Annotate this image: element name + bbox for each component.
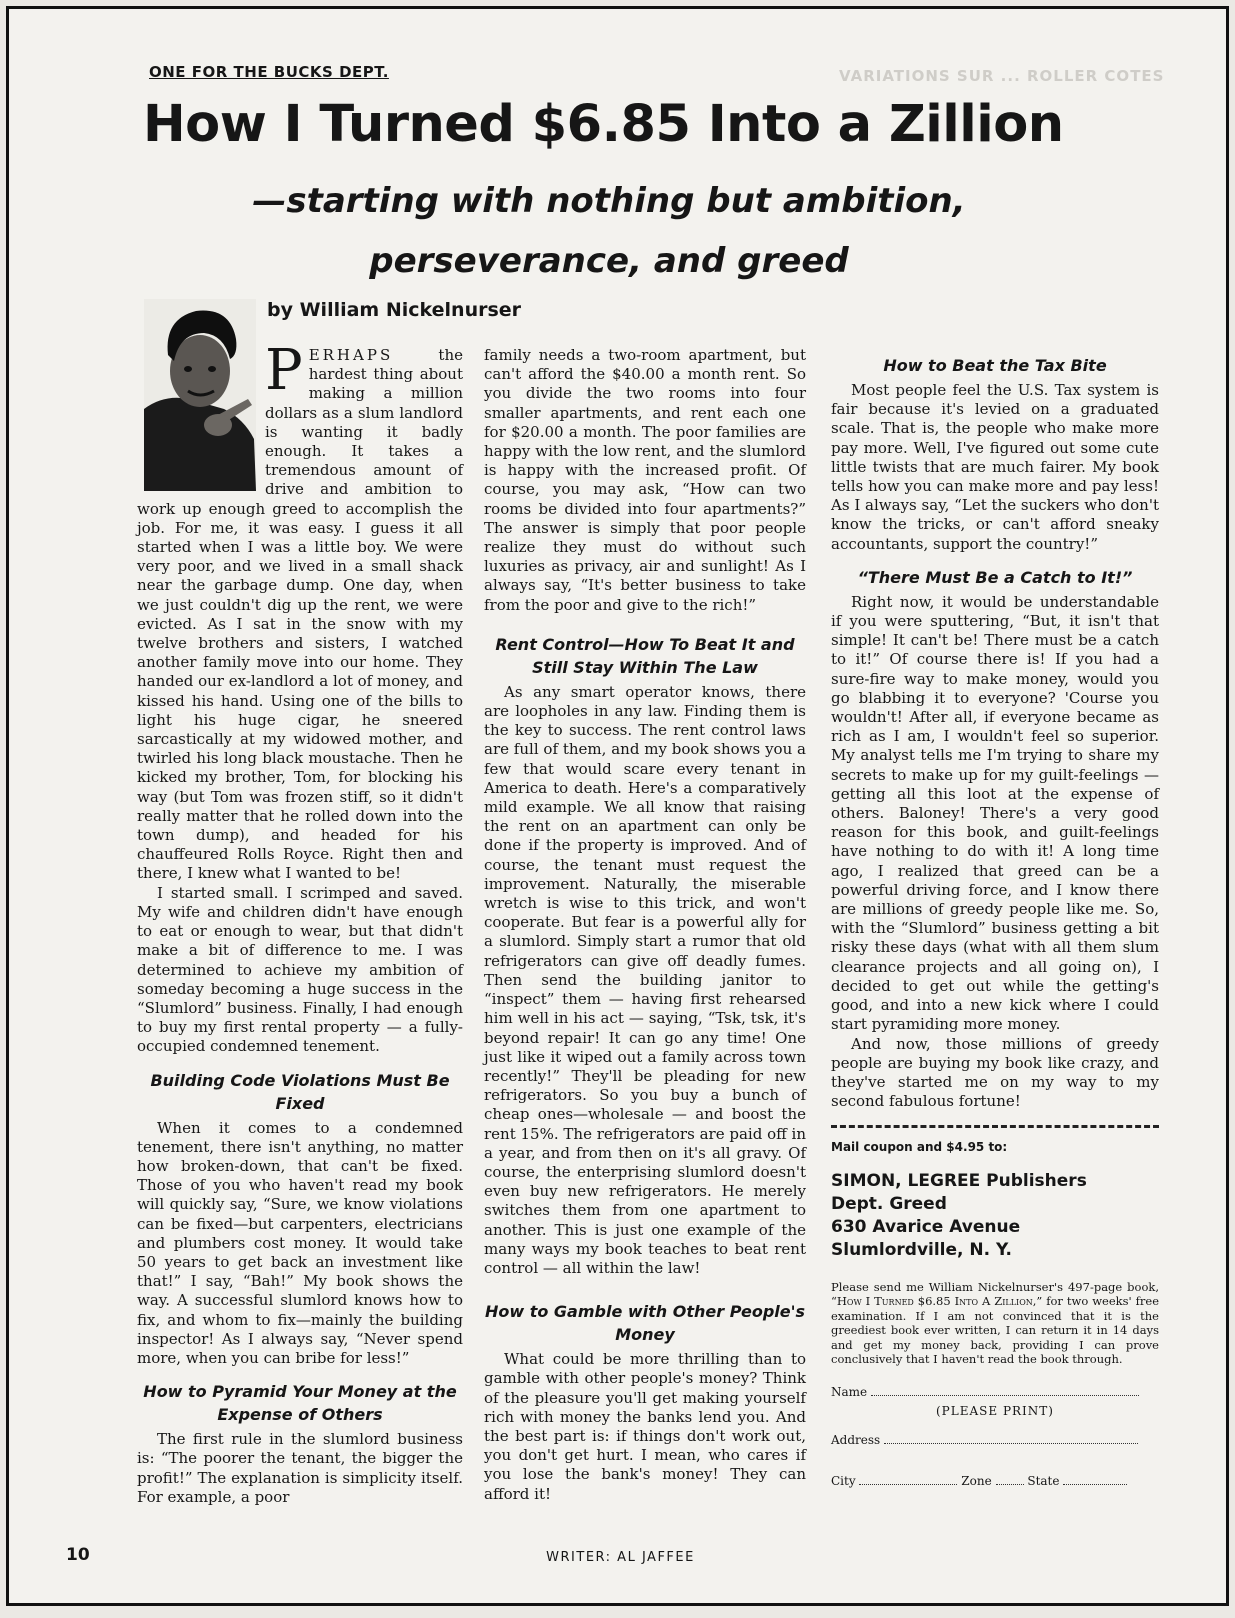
city-label: City — [831, 1474, 856, 1489]
headline: How I Turned $6.85 Into a Zillion — [143, 95, 1064, 154]
lead-text: the hardest thing about making a million dollars as a slum landlord is wanting it badly enough. It takes a tremendous amount of drive and ambition to work up enough greed to accomplish the job. For me, it was easy. I guess it all started when I was a little boy. We were very poor, and we lived in a small shack near the garbage dump. One day, when we just couldn't dig up the rent, we were evicted. As I sat in the snow with my twelve brothers and sisters, I watched another family move into our home. They handed our ex-landlord a lot of money, and kissed his hand. Using one of the bills to light his huge cigar, he sneered sarcastically at my widowed mother, and twirled his long black moustache. Then he kicked my brother, Tom, for blocking his way (but Tom was frozen stiff, so it didn't really matter that he rolled down into the town dump), and headed for his chauffeured Rolls Royce. Right then and there, I knew what I wanted to be! — [137, 346, 463, 883]
heading-tax: How to Beat the Tax Bite — [883, 356, 1107, 375]
drop-cap: P — [265, 338, 303, 403]
paragraph-building-code: When it comes to a condemned tenement, there isn't anything, no matter how broken-down, that can't be fixed. Those of you who haven't read my book will quickly say, “Sure, we know violations can be fixed—but carpenters, electricians and plumbers cost money. It would take 50 years to get back an investment like that!” I say, “Bah!” My book shows the way. A successful slumlord knows how to fix, and whom to fix—mainly the building inspector! As I always say, “Never spend more, when you can bribe for less!” — [137, 1118, 463, 1367]
name-blank[interactable] — [871, 1385, 1139, 1396]
city-zone-state-field[interactable] — [831, 1472, 1159, 1491]
print-note: (PLEASE PRINT) — [936, 1403, 1054, 1418]
subheadline: —starting with nothing but ambition, perseverance, and greed — [252, 181, 966, 281]
state-blank[interactable] — [1063, 1474, 1127, 1485]
address-line-3: 630 Avarice Avenue — [831, 1216, 1021, 1237]
publisher-address — [831, 1170, 1159, 1262]
heading-rent-control: Rent Control—How To Beat It and Still Stay Within The Law — [495, 634, 795, 677]
heading-gamble: How to Gamble with Other People's Money — [484, 1302, 806, 1345]
writer-credit: WRITER: AL JAFFEE — [546, 1550, 695, 1565]
name-field[interactable] — [831, 1383, 1159, 1402]
department-label: ONE FOR THE BUCKS DEPT. — [149, 63, 389, 81]
paragraph-tax: Most people feel the U.S. Tax system is fair because it's levied on a graduated scale. That is, the people who make more pay more. Well, I've figured out some cute little twists that are much fairer. My book tells how you can make more and pay less! As I always say, “Let the suckers who don't know the tricks, or can't afford sneaky accountants, support the country!” — [831, 381, 1159, 553]
coupon-terms — [831, 1280, 1159, 1367]
terms-part-2: ,” for two weeks' free examination. If I am not convinced that it is the greediest book ever written, I can return it in 14 days and get my money back, providing I can prove conclusively that I haven't read the book through. — [831, 1294, 1159, 1367]
bleed-through-text: VARIATIONS SUR ... ROLLER COTES — [839, 67, 1165, 85]
magazine-page — [6, 6, 1229, 1606]
heading-catch: “There Must Be a Catch to It!” — [857, 567, 1133, 587]
city-blank[interactable] — [859, 1474, 957, 1485]
paragraph-final: And now, those millions of greedy people are buying my book like crazy, and they've started me on my way to my second fabulous fortune! — [831, 1034, 1159, 1111]
name-label: Name — [831, 1384, 868, 1399]
heading-pyramid: How to Pyramid Your Money at the Expense of Others — [143, 1382, 457, 1425]
address-line-2: Dept. Greed — [831, 1193, 947, 1214]
paragraph-started-small: I started small. I scrimped and saved. My wife and children didn't have enough to eat or enough to wear, but that didn't make a bit of difference to me. I was determined to achieve my ambition of someday becoming a huge success in the “Slumlord” business. Finally, I had enough to buy my first rental property — a fully-occupied condemned tenement. — [137, 883, 463, 1056]
coupon-cut-line — [831, 1125, 1159, 1128]
column-2 — [484, 346, 806, 1504]
address-blank[interactable] — [884, 1433, 1138, 1444]
zone-blank[interactable] — [996, 1474, 1024, 1485]
paragraph-pyramid: The first rule in the slumlord business is: “The poorer the tenant, the bigger the profit!” The explanation is simplicity itself. For example, a poor — [137, 1430, 463, 1506]
heading-building-code: Building Code Violations Must Be Fixed — [150, 1070, 450, 1113]
page-number: 10 — [66, 1545, 90, 1565]
byline: by William Nickelnurser — [267, 299, 522, 321]
address-field[interactable] — [831, 1431, 1159, 1450]
order-coupon — [831, 1138, 1159, 1491]
zone-label: Zone — [961, 1474, 992, 1489]
address-line-4: Slumlordville, N. Y. — [831, 1239, 1012, 1260]
paragraph-rent-control: As any smart operator knows, there are loopholes in any law. Finding them is the key to success. The rent control laws are full of them, and my book shows you a few that would scare every tenant in America to death. Here's a comparatively mild example. We all know that raising the rent on an apartment can only be done if the property is improved. And of course, the tenant must request the improvement. Naturally, the miserable wretch is wise to this trick, and won't cooperate. But fear is a powerful ally for a slumlord. Simply start a rumor that old refrigerators can give off deadly fumes. Then send the building janitor to “inspect” them — having first rehearsed him well in his act — saying, “Tsk, tsk, it's beyond repair! It can go any time! One just like it wiped out a family across town recently!” They'll be pleading for new refrigerators. So you buy a bunch of cheap ones—wholesale — and boost the rent 15%. The refrigerators are paid off in a year, and from then on it's all gravy. Of course, the enterprising slumlord doesn't even buy new refrigerators. He merely switches them from one apartment to another. This is just one example of the many ways my book teaches to beat rent control — all within the law! — [484, 682, 806, 1277]
paragraph-two-room: family needs a two-room apartment, but can't afford the $40.00 a month rent. So you divide the two rooms into four smaller apartments, and rent each one for $20.00 a month. The poor families are happy with the low rent, and the slumlord is happy with the increased profit. Of course, you may ask, “How can two rooms be divided into four apartments?” The answer is simply that poor people realize they must do without such luxuries as privacy, air and sunlight! As I always say, “It's better business to take from the poor and give to the rich!” — [484, 346, 806, 614]
paragraph-catch: Right now, it would be understandable if you were sputtering, “But, it isn't that simple! It can't be! There must be a catch to it!” Of course there is! If you had a sure-fire way to make money, would you go blabbing it to everyone? 'Course you wouldn't! After all, if everyone became as rich as I am, I wouldn't feel so superior. My analyst tells me I'm trying to share my secrets to make up for my guilt-feelings — getting all this loot at the expense of others. Baloney! There's a very good reason for this book, and guilt-feelings have nothing to do with it! A long time ago, I realized that greed can be a powerful driving force, and I know there are millions of greedy people like me. So, with the “Slumlord” business getting a bit risky these days (what with all them slum clearance projects and all going on), I decided to get out while the getting's good, and into a new kick where I could start pyramiding more money. — [831, 592, 1159, 1034]
book-title: How I Turned $6.85 Into A Zillion — [836, 1294, 1033, 1309]
terms-part-1: Please send me William Nickelnurser's 497-page book, “ — [831, 1279, 1159, 1309]
state-label: State — [1027, 1474, 1060, 1489]
column-1 — [137, 338, 463, 1507]
portrait-wrap-space — [137, 346, 265, 498]
lead-caps: ERHAPS — [308, 346, 394, 364]
address-line-1: SIMON, LEGREE Publishers — [831, 1170, 1087, 1191]
column-3 — [831, 354, 1159, 1491]
address-label: Address — [831, 1432, 881, 1447]
paragraph-gamble: What could be more thrilling than to gamble with other people's money? Think of the pleasure you'll get making yourself rich with money the banks lend you. And the best part is: if things don't work out, you don't get hurt. I mean, who cares if you lose the bank's money! They can afford it! — [484, 1350, 806, 1503]
mail-instruction: Mail coupon and $4.95 to: — [831, 1140, 1008, 1155]
